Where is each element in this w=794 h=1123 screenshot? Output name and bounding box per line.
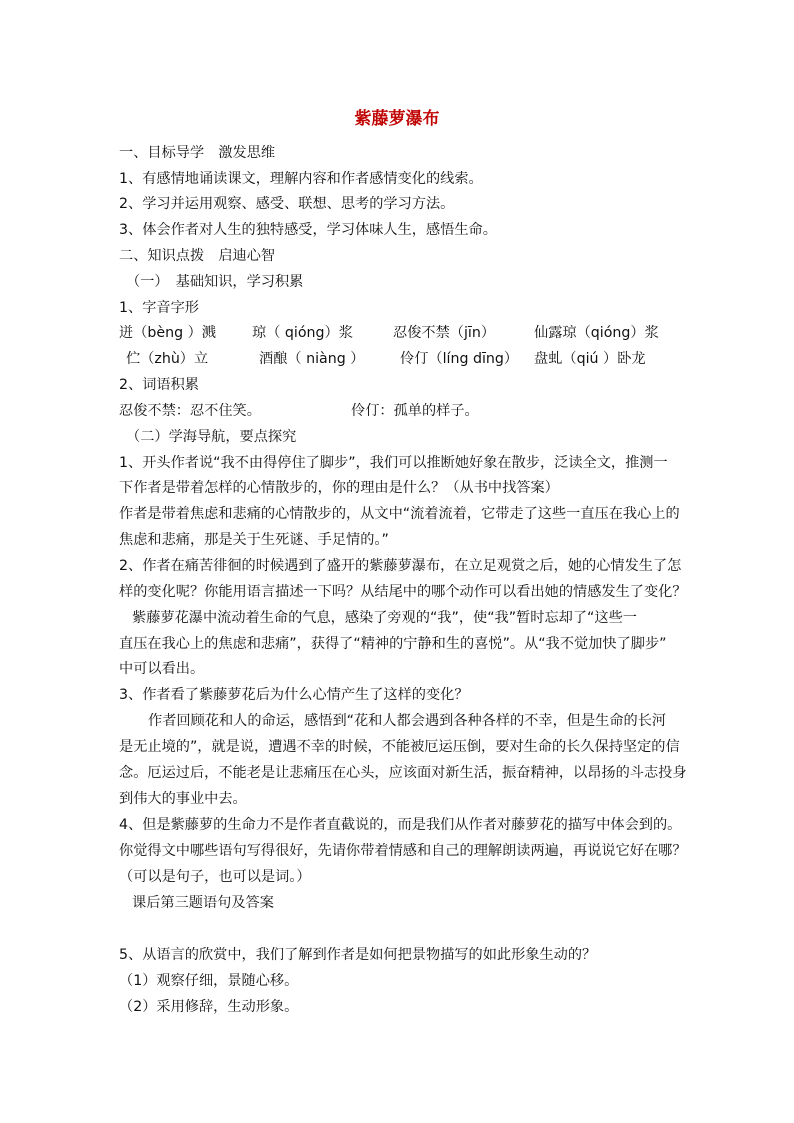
answer-3-line: 念。厄运过后，不能老是让悲痛压在心头，应该面对新生活，振奋精神，以昂扬的斗志投身 bbox=[119, 765, 687, 781]
answer-3-line: 作者回顾花和人的命运，感悟到“花和人都会遇到各种各样的不幸，但是生命的长河 bbox=[148, 713, 667, 729]
answer-5-item: （2）采用修辞，生动形象。 bbox=[119, 999, 299, 1015]
pinyin-entry: 伶仃（líng dīng） bbox=[400, 351, 519, 367]
vocab-entry: 忍俊不禁：忍不住笑。 bbox=[119, 403, 261, 419]
subsection-heading-2: （二）学海导航，要点探究 bbox=[126, 429, 297, 445]
vocab-entry: 伶仃：孤单的样子。 bbox=[351, 403, 479, 419]
item-heading-vocabulary: 2、词语积累 bbox=[119, 377, 199, 393]
answer-3-line: 是无止境的”，就是说，遭遇不幸的时候，不能被厄运压倒，要对生命的长久保持坚定的信 bbox=[119, 739, 680, 755]
answer-4-line: 课后第三题语句及答案 bbox=[132, 895, 274, 911]
question-2-line: 样的变化呢？你能用语言描述一下吗？从结尾中的哪个动作可以看出她的情感发生了变化？ bbox=[119, 584, 687, 600]
item-heading-pronunciation: 1、字音字形 bbox=[119, 300, 199, 316]
answer-5-item: （1）观察仔细，景随心移。 bbox=[119, 973, 299, 989]
answer-2-line: 直压在我心上的焦虑和悲痛”，获得了“精神的宁静和生的喜悦”。从“我不觉加快了脚步” bbox=[119, 636, 667, 652]
goal-item-1: 1、有感情地诵读课文，理解内容和作者感情变化的线索。 bbox=[119, 171, 483, 187]
pinyin-entry: 伫（zhù）立 bbox=[126, 351, 209, 367]
question-5-line: 5、从语言的欣赏中，我们了解到作者是如何把景物描写的如此形象生动的？ bbox=[119, 947, 597, 963]
section-heading-1: 一、目标导学 激发思维 bbox=[119, 145, 276, 161]
answer-2-line: 中可以看出。 bbox=[119, 661, 205, 677]
pinyin-entry: 忍俊不禁（jīn） bbox=[393, 325, 496, 341]
answer-1-line: 焦虑和悲痛，那是关于生死谜、手足情的。” bbox=[119, 532, 389, 548]
question-3-line: 3、作者看了紫藤萝花后为什么心情产生了这样的变化？ bbox=[119, 687, 469, 703]
question-4-line: 4、但是紫藤萝的生命力不是作者直截说的，而是我们从作者对藤萝花的描写中体会到的。 bbox=[119, 817, 682, 833]
answer-3-line: 到伟大的事业中去。 bbox=[119, 791, 247, 807]
pinyin-entry: 迸（bèng ）溅 bbox=[119, 325, 216, 341]
document-title: 紫藤萝瀑布 bbox=[354, 109, 440, 129]
answer-1-line: 作者是带着焦虑和悲痛的心情散步的，从文中“流着流着，它带走了这些一直压在我心上的 bbox=[119, 506, 680, 522]
question-1-line: 下作者是带着怎样的心情散步的，你的理由是什么？（从书中找答案） bbox=[119, 480, 559, 496]
answer-2-line: 紫藤萝花瀑中流动着生命的气息，感染了旁观的“我”，使“我”暂时忘却了“这些一 bbox=[132, 610, 637, 626]
pinyin-entry: 盘虬（qiú ）卧龙 bbox=[534, 351, 646, 367]
subsection-heading-1: （一） 基础知识，学习积累 bbox=[126, 274, 304, 290]
goal-item-2: 2、学习并运用观察、感受、联想、思考的学习方法。 bbox=[119, 196, 455, 212]
pinyin-entry: 琼（ qióng）浆 bbox=[252, 325, 353, 341]
pinyin-entry: 仙露琼（qióng）浆 bbox=[534, 325, 659, 341]
question-4-line: （可以是句子，也可以是词。） bbox=[119, 869, 311, 885]
goal-item-3: 3、体会作者对人生的独特感受，学习体味人生，感悟生命。 bbox=[119, 222, 497, 238]
question-1-line: 1、开头作者说“我不由得停住了脚步”，我们可以推断她好象在散步，泛读全文，推测一 bbox=[119, 455, 668, 471]
question-4-line: 你觉得文中哪些语句写得很好，先请你带着情感和自己的理解朗读两遍，再说说它好在哪？ bbox=[119, 843, 687, 859]
section-heading-2: 二、知识点拨 启迪心智 bbox=[119, 248, 276, 264]
pinyin-entry: 酒酿（ niàng ） bbox=[259, 351, 365, 367]
question-2-line: 2、作者在痛苦徘徊的时候遇到了盛开的紫藤萝瀑布，在立足观赏之后，她的心情发生了怎 bbox=[119, 558, 682, 574]
